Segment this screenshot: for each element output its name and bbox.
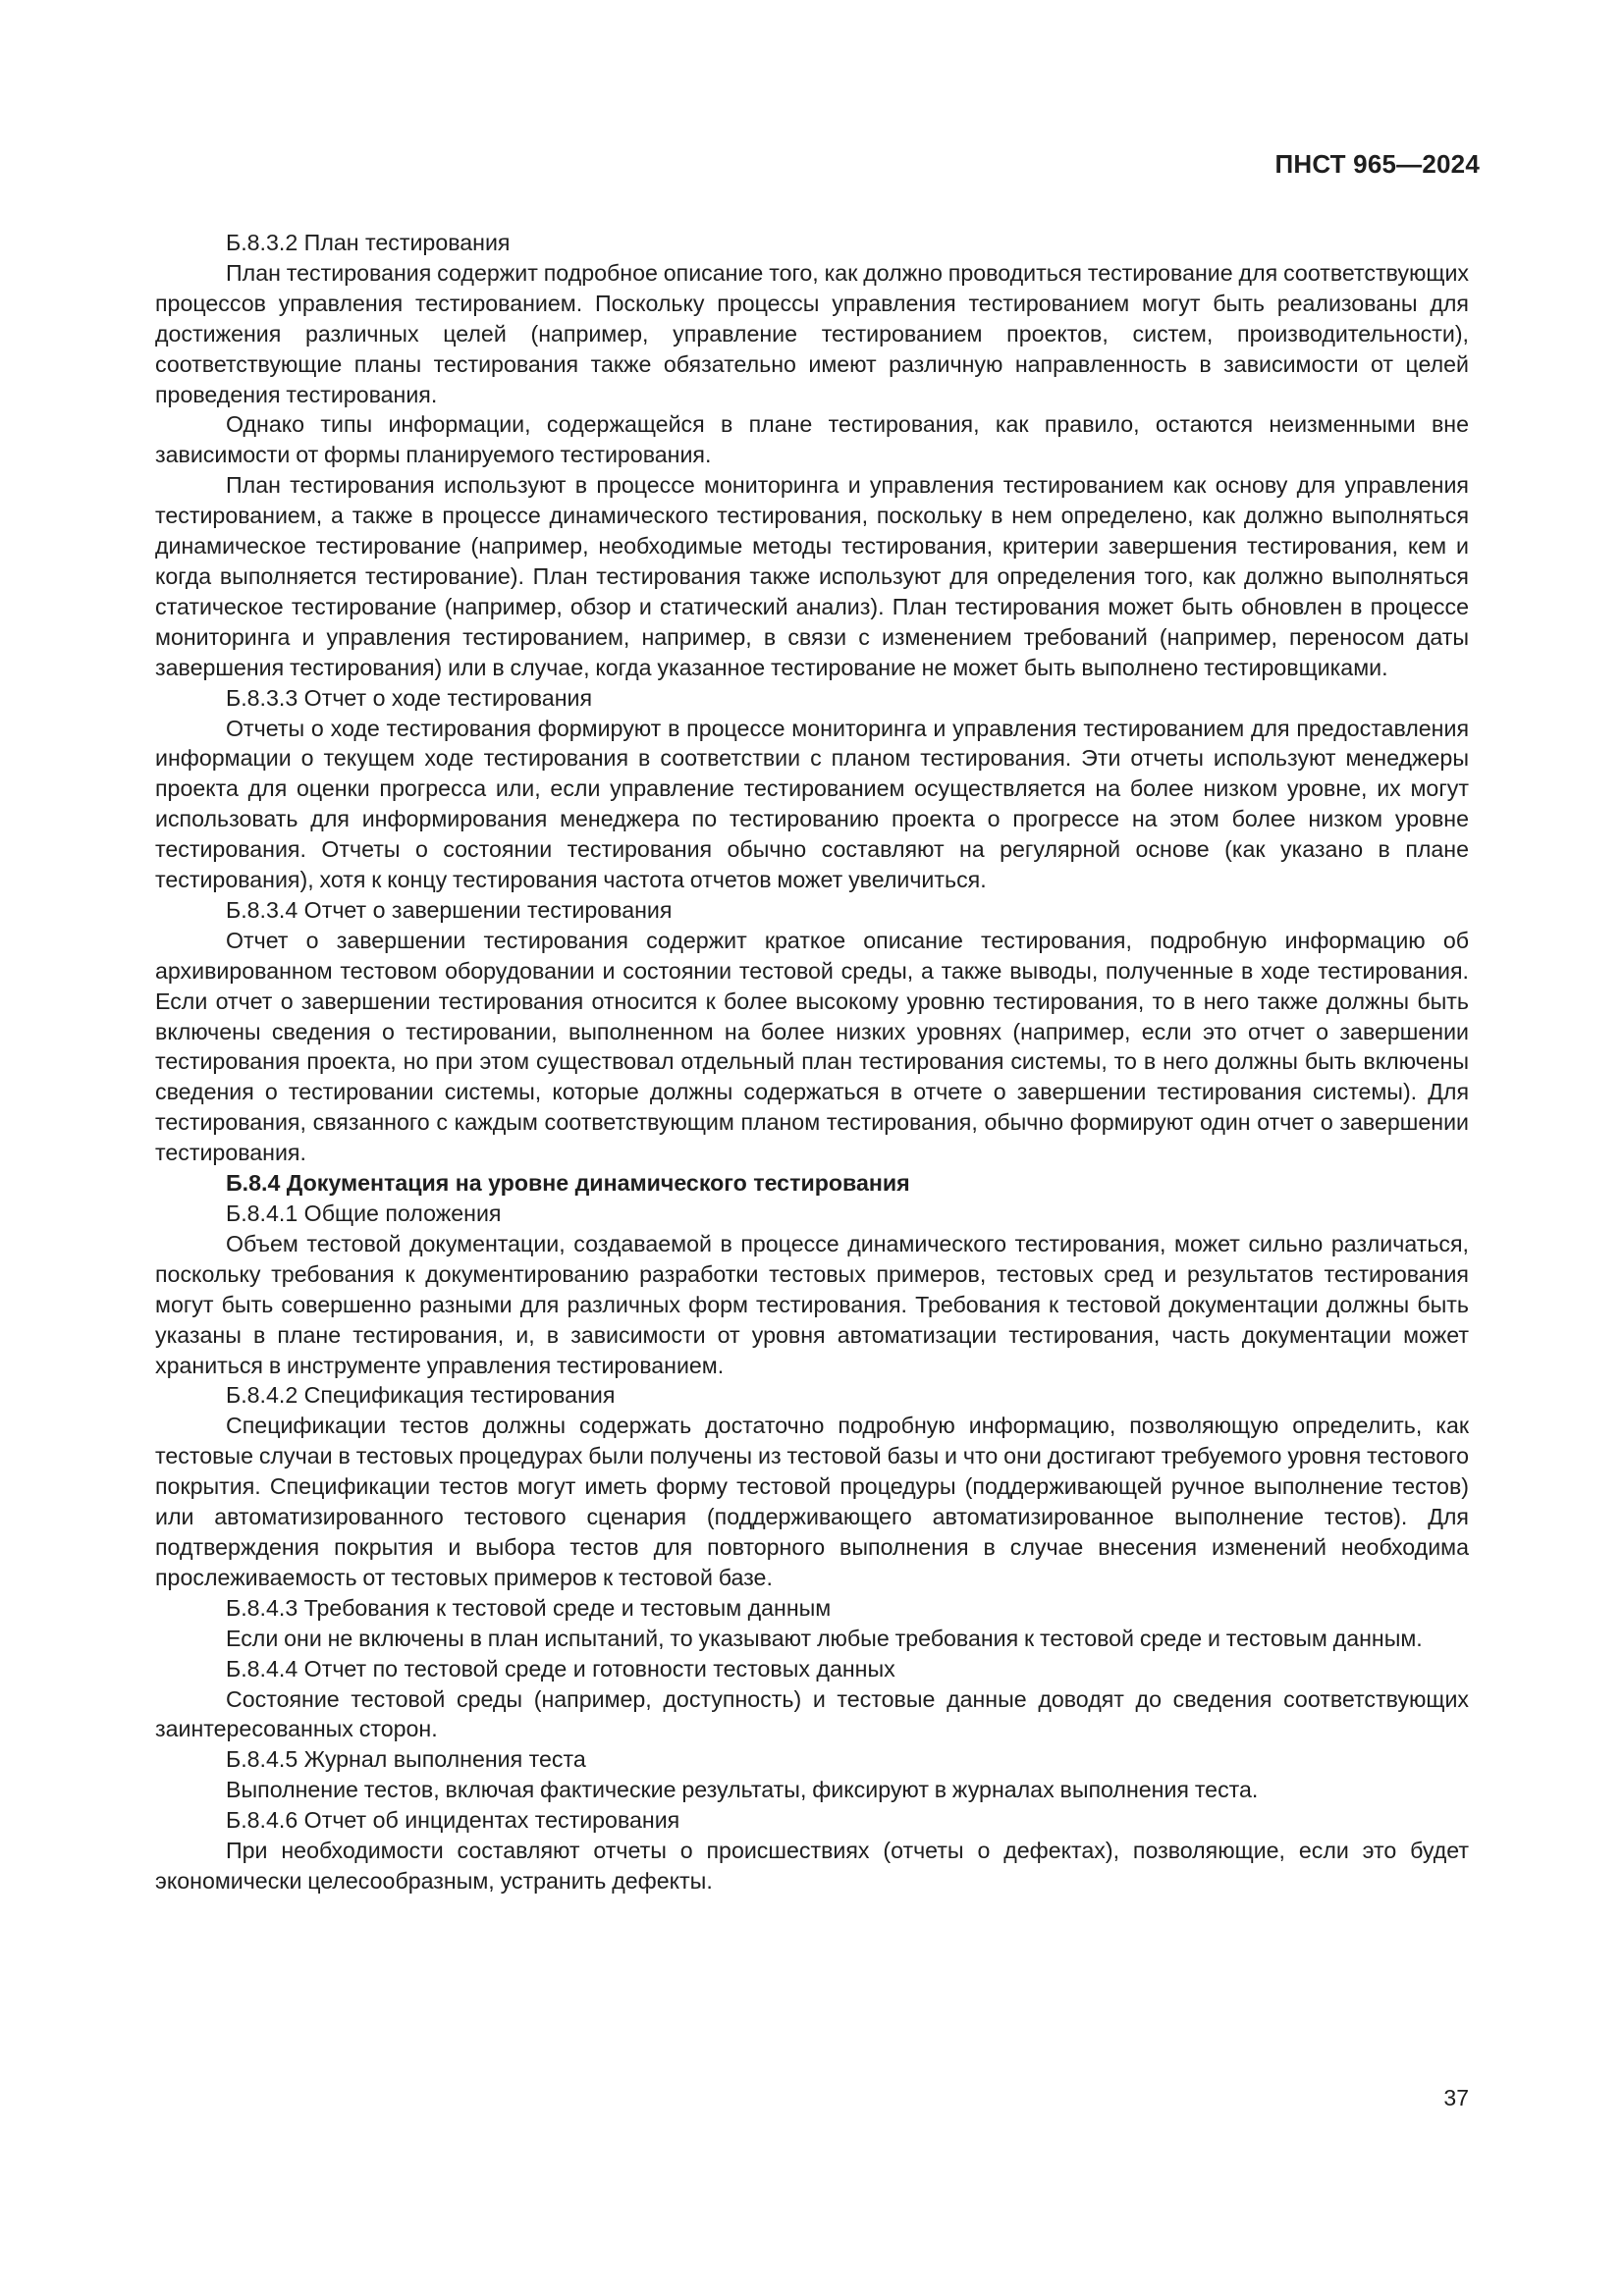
paragraph: Однако типы информации, содержащейся в плане тестирования, как правило, остаются неизменными вне зависимости от формы планируемого тестирования. — [155, 411, 1469, 468]
section-heading: Б.8.3.2 План тестирования — [226, 230, 511, 255]
section-heading: Б.8.3.3 Отчет о ходе тестирования — [226, 684, 593, 711]
paragraph: Отчет о завершении тестирования содержит краткое описание тестирования, подробную информацию об архивированном тестовом оборудовании и состоянии тестовой среды, а также выводы, полученные в ходе тестирования. Если отчет о завершении тестирования относится к более высокому уровню тестирования, то в него также должны быть включены сведения о тестировании, выполненном на более низких уровнях (например, если это отчет о завершении тестирования проекта, но при этом существовал отдельный план тестирования системы, то в него должны быть включены сведения о тестировании системы, которые должны содержаться в отчете о завершении тестирования системы). Для тестирования, связанного с каждым соответствующим планом тестирования, обычно формируют один отчет о завершении тестирования. — [155, 927, 1469, 1166]
document-code: ПНСТ 965—2024 — [1274, 149, 1480, 179]
section-heading: Б.8.4.4 Отчет по тестовой среде и готовности тестовых данных — [226, 1655, 895, 1682]
section-heading: Б.8.4.3 Требования к тестовой среде и тестовым данным — [226, 1594, 832, 1621]
page-number: 37 — [1443, 2085, 1469, 2110]
paragraph: Состояние тестовой среды (например, доступность) и тестовые данные доводят до сведения соответствующих заинтересованных сторон. — [155, 1685, 1469, 1742]
paragraph: План тестирования содержит подробное описание того, как должно проводиться тестирование для соответствующих процессов управления тестированием. Поскольку процессы управления тестированием могут быть реализованы для достижения различных целей (например, управление тестированием проектов, систем, производительности), соответствующие планы тестирования также обязательно имеют различную направленность в зависимости от целей проведения тестирования. — [155, 259, 1469, 407]
section-heading: Б.8.4.2 Спецификация тестирования — [226, 1382, 616, 1409]
document-body — [155, 228, 1469, 1896]
section-heading: Б.8.4.1 Общие положения — [226, 1201, 502, 1226]
paragraph: Выполнение тестов, включая фактические результаты, фиксируют в журналах выполнения теста. — [226, 1777, 1259, 1803]
paragraph: Спецификации тестов должны содержать достаточно подробную информацию, позволяющую определить, как тестовые случаи в тестовых процедурах были получены из тестовой базы и что они достигают требуемого уровня тестового покрытия. Спецификации тестов могут иметь форму тестовой процедуры (поддерживающей ручное выполнение тестов) или автоматизированного тестового сценария (поддерживающего автоматизированное выполнение тестов). Для подтверждения покрытия и выбора тестов для повторного выполнения в случае внесения изменений необходима прослеживаемость от тестовых примеров к тестовой базе. — [155, 1413, 1469, 1590]
section-heading: Б.8.4.5 Журнал выполнения теста — [226, 1746, 586, 1773]
paragraph: Отчеты о ходе тестирования формируют в процессе мониторинга и управления тестированием для предоставления информации о текущем ходе тестирования в соответствии с планом тестирования. Эти отчеты используют менеджеры проекта для оценки прогресса или, если управление тестированием осуществляется на более низком уровне, их могут использовать для информирования менеджера по тестированию проекта о прогрессе на этом более низком уровне тестирования. Отчеты о состоянии тестирования обычно составляют на регулярной основе (как указано в плане тестирования), хотя к концу тестирования частота отчетов может увеличиться. — [155, 715, 1469, 893]
paragraph: Если они не включены в план испытаний, то указывают любые требования к тестовой среде и тестовым данным. — [226, 1625, 1423, 1651]
section-heading: Б.8.4.6 Отчет об инцидентах тестирования — [226, 1807, 680, 1834]
paragraph: План тестирования используют в процессе мониторинга и управления тестированием как основу для управления тестированием, а также в процессе динамического тестирования, поскольку в нем определено, как должно выполняться динамическое тестирование (например, необходимые методы тестирования, критерии завершения тестирования, кем и когда выполняется тестирование). План тестирования также используют для определения того, как должно выполняться статическое тестирование (например, обзор и статический анализ). План тестирования может быть обновлен в процессе мониторинга и управления тестированием, например, в связи с изменением требований (например, переносом даты завершения тестирования) или в случае, когда указанное тестирование не может быть выполнено тестировщиками. — [155, 472, 1469, 680]
section-heading: Б.8.3.4 Отчет о завершении тестирования — [226, 896, 673, 923]
paragraph: При необходимости составляют отчеты о происшествиях (отчеты о дефектах), позволяющие, если это будет экономически целесообразным, устранить дефекты. — [155, 1838, 1469, 1894]
section-heading-bold: Б.8.4 Документация на уровне динамического тестирования — [226, 1170, 910, 1197]
paragraph: Объем тестовой документации, создаваемой в процессе динамического тестирования, может сильно различаться, поскольку требования к документированию разработки тестовых примеров, тестовых сред и результатов тестирования могут быть совершенно разными для различных форм тестирования. Требования к тестовой документации должны быть указаны в плане тестирования, и, в зависимости от уровня автоматизации тестирования, часть документации может храниться в инструменте управления тестированием. — [155, 1230, 1469, 1378]
